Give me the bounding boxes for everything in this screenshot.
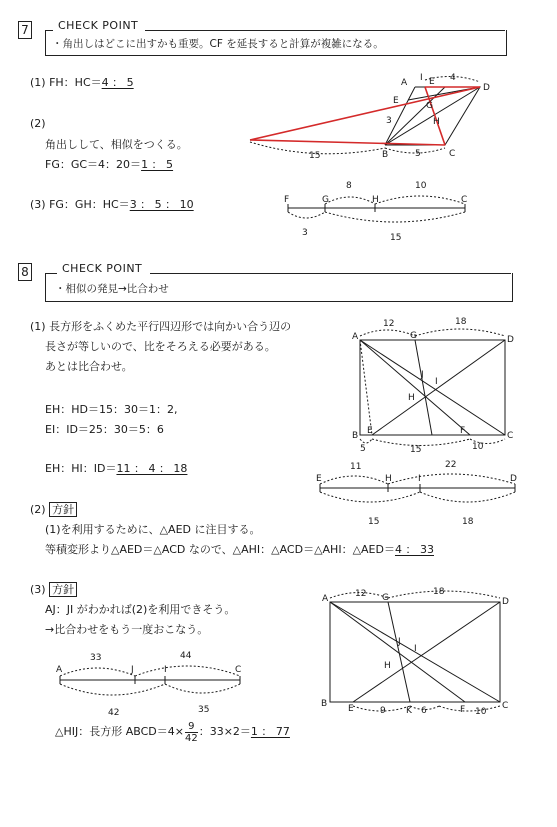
p8-q1-result — [45, 462, 187, 476]
p7-fig-label-B: B — [382, 150, 389, 160]
p7-ratio-arc-eight — [325, 197, 375, 204]
p8-q3-result-mid: ：33×2＝ — [198, 725, 251, 738]
p7-ratio-label-H: H — [372, 195, 379, 205]
p8-ratio2-label-I: I — [164, 665, 167, 675]
p8-ratio-line-1 — [310, 458, 525, 528]
p8-fig1-label-J: J — [421, 370, 424, 380]
p8-q2-prefix: 等積変形より△AED＝△ACD なので、△AHI：△ACD＝△AHI：△AED＝ — [45, 543, 395, 556]
p8-ratio-line-2 — [50, 650, 250, 720]
p8-ratio1-label-eleven: 11 — [350, 462, 362, 472]
p8-q1-answer: 11 ： 4 ： 18 — [116, 462, 188, 475]
p7-q2-line2 — [45, 158, 173, 172]
p7-ratio-arc-ten — [375, 195, 468, 205]
p8-check-point-title: CHECK POINT — [62, 262, 143, 275]
p8-fig2-label-nine: 9 — [380, 706, 386, 716]
p7-fig-label-E-top: E — [429, 77, 435, 87]
p8-q2-header — [30, 503, 77, 517]
p8-q3-result — [55, 720, 290, 744]
p8-ratio1-label-D: D — [510, 474, 517, 484]
p7-fig-red-line-fd — [250, 87, 480, 140]
p7-q2-label: (2) — [30, 117, 46, 130]
p8-q3-fraction — [185, 721, 198, 744]
p8-ratio1-label-I: I — [418, 474, 421, 484]
p8-fig1-label-five: 5 — [360, 444, 366, 454]
p8-fig1-label-B: B — [352, 431, 359, 441]
p8-fig1-label-fifteen: 15 — [410, 445, 422, 454]
p7-fig-label-three: 3 — [386, 116, 392, 126]
p8-q3-hoshin: 方針 — [49, 582, 77, 597]
p8-fig1-label-G: G — [410, 331, 417, 341]
p8-q2-line2 — [45, 543, 434, 557]
p7-ratio-label-eight: 8 — [346, 181, 352, 191]
p7-ratio-arc-fifteen — [325, 212, 465, 222]
p7-fig-label-D: D — [483, 83, 490, 93]
p8-fig2-label-D: D — [502, 597, 509, 607]
p8-fig1-label-D: D — [507, 335, 514, 345]
p8-q1-line3: あとは比合わせ。 — [45, 360, 133, 373]
p7-ratio-label-ten: 10 — [415, 181, 427, 191]
p8-q2-answer: 4 ： 33 — [394, 543, 434, 556]
p8-fig2-label-H: H — [384, 661, 391, 671]
p8-q3-frac-num: 9 — [188, 720, 195, 732]
p8-fig1-arc-eighteen — [415, 329, 505, 336]
p7-fig-label-G: G — [426, 101, 433, 111]
p7-q1-prefix: (1) FH：HC＝ — [30, 76, 102, 89]
p8-fig1-label-I: I — [435, 377, 438, 387]
p8-fig2-label-A: A — [322, 594, 329, 604]
p8-ratio2-label-A: A — [56, 665, 63, 675]
p8-q3-frac-den: 42 — [184, 732, 198, 744]
p7-q2-answer: 1 ： 5 — [141, 158, 174, 171]
p8-check-point-text: ・相似の発見→比合わせ — [55, 283, 169, 295]
p8-fig2-label-B: B — [321, 699, 328, 709]
p8-ratio2-label-thirtythree: 33 — [90, 653, 102, 663]
p8-q1-line1: (1) 長方形をふくめた平行四辺形では向かい合う辺の — [30, 320, 292, 333]
p8-q1-result-prefix: EH：HI：ID＝ — [45, 462, 117, 475]
p8-fig2-line-ed — [353, 602, 500, 702]
p8-fig2-label-twelve: 12 — [355, 589, 367, 599]
p7-fig-label-five: 5 — [415, 149, 421, 159]
p7-ratio-label-C: C — [461, 195, 468, 205]
p8-q3-line1: AJ：JI がわかれば(2)を利用できそう。 — [45, 603, 236, 616]
problem-8-number: 8 — [18, 263, 32, 281]
p8-q3-label: (3) — [30, 583, 46, 596]
p8-ratio2-label-fortyfour: 44 — [180, 651, 192, 661]
p7-ratio-label-fifteen: 15 — [390, 233, 402, 243]
p7-q1 — [30, 76, 134, 90]
p8-fig2-label-K: K — [406, 706, 412, 716]
p8-fig2-label-six: 6 — [421, 706, 427, 716]
p8-fig1-label-ten: 10 — [472, 442, 484, 452]
p7-q1-answer: 4 ： 5 — [101, 76, 134, 89]
p8-fig1-line-g — [415, 340, 432, 435]
p7-ratio-label-G: G — [322, 195, 329, 205]
p8-fig2-label-F: F — [460, 705, 466, 715]
p8-q1-line2: 長さが等しいので、比をそろえる必要がある。 — [45, 340, 276, 353]
p7-ratio-label-three: 3 — [302, 228, 308, 238]
p8-rectangle-figure-2 — [315, 582, 515, 717]
p7-fig-label-E-left: E — [393, 96, 399, 106]
p8-ratio1-label-E: E — [316, 474, 322, 484]
p7-check-point-text: ・角出しはどこに出すかも重要。CF を延長すると計算が複雑になる。 — [52, 38, 384, 50]
p7-ratio-line — [280, 180, 480, 245]
p8-fig1-label-C: C — [507, 431, 514, 441]
p8-q1-ei-id: EI：ID＝25：30＝5：6 — [45, 423, 164, 436]
p8-fig2-line-af — [330, 602, 465, 702]
p8-fig1-line-ed — [372, 340, 505, 435]
p8-fig1-label-A: A — [352, 332, 359, 342]
p8-fig2-label-eighteen: 18 — [433, 587, 445, 597]
p8-fig2-label-I: I — [414, 644, 417, 654]
p7-parallelogram-figure — [245, 70, 515, 165]
p7-fig-red-line-fc — [250, 140, 445, 145]
p8-q3-header — [30, 583, 77, 597]
p8-ratio1-label-eighteen: 18 — [462, 517, 474, 527]
p8-ratio2-label-fortytwo: 42 — [108, 708, 120, 718]
p8-fig1-label-eighteen: 18 — [455, 317, 467, 327]
p7-ratio-label-F: F — [284, 195, 290, 205]
p8-q3-result-prefix: △HIJ：長方形 ABCD＝4× — [55, 725, 184, 738]
p8-fig1-dash-ae — [360, 340, 372, 435]
p8-q3-line2: →比合わせをもう一度おこなう。 — [45, 623, 209, 636]
p7-fig-label-fifteen: 15 — [309, 151, 321, 161]
p7-fig-label-A: A — [401, 78, 408, 88]
p8-ratio1-label-fifteen: 15 — [368, 517, 380, 527]
p8-fig1-arc-five — [360, 439, 372, 443]
p8-q3-answer: 1 ： 77 — [250, 725, 290, 738]
p8-fig1-label-H: H — [408, 393, 415, 403]
p8-fig1-arc-twelve — [360, 330, 415, 336]
p7-q2-line1: 角出しして、相似をつくる。 — [45, 138, 188, 151]
p8-fig1-label-E: E — [367, 426, 373, 436]
p7-fig-label-C: C — [449, 149, 456, 159]
p8-ratio2-label-thirtyfive: 35 — [198, 705, 210, 715]
p8-fig2-line-gk — [388, 602, 410, 702]
problem-7-number: 7 — [18, 21, 32, 39]
p7-q3-answer: 3 ： 5 ： 10 — [129, 198, 194, 211]
p8-q2-line1: (1)を利用するために、△AED に注目する。 — [45, 523, 261, 536]
p8-fig2-label-G: G — [382, 593, 389, 603]
p7-q2-prefix: FG：GC＝4：20＝ — [45, 158, 142, 171]
p8-fig2-label-C: C — [502, 701, 509, 711]
p8-fig1-line-af — [360, 340, 470, 435]
p8-q1-eh-hd: EH：HD＝15：30＝1：2, — [45, 403, 178, 416]
p8-fig2-label-ten: 10 — [475, 707, 487, 717]
p7-q3-prefix: (3) FG：GH：HC＝ — [30, 198, 130, 211]
p8-ratio2-label-J: J — [131, 665, 134, 675]
p8-ratio2-label-C: C — [235, 665, 242, 675]
p8-fig1-diag-ac — [360, 340, 505, 435]
p8-q2-hoshin: 方針 — [49, 502, 77, 517]
p8-ratio1-label-twentytwo: 22 — [445, 460, 457, 470]
p8-fig2-label-E: E — [348, 704, 354, 714]
p7-q3 — [30, 198, 194, 212]
p7-ratio-arc-three — [288, 212, 325, 218]
p7-fig-label-H: H — [433, 117, 440, 127]
p7-fig-label-I: I — [420, 73, 423, 83]
p7-check-point-title: CHECK POINT — [58, 19, 139, 32]
p7-fig-label-four: 4 — [450, 73, 456, 83]
p8-q2-label: (2) — [30, 503, 46, 516]
p8-fig1-label-F: F — [460, 426, 466, 436]
p8-ratio1-label-H: H — [385, 474, 392, 484]
p8-rectangle-figure-1 — [340, 312, 525, 454]
p8-fig1-label-twelve: 12 — [383, 319, 395, 329]
p8-fig2-label-J: J — [398, 637, 401, 647]
